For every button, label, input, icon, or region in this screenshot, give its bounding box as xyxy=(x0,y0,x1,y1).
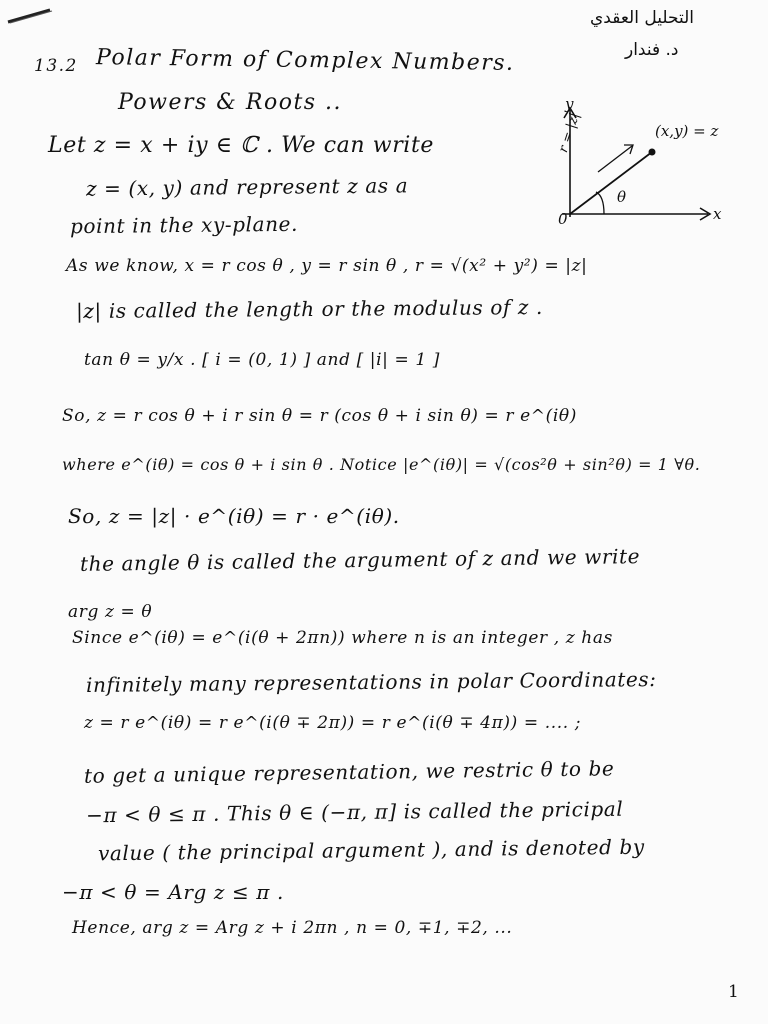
text-line: infinitely many representations in polar Coordinates: xyxy=(85,667,657,697)
text-line: −π < θ ≤ π . This θ ∈ (−π, π] is called the pricipal xyxy=(85,796,624,828)
diagram-radius-label: r = |z| xyxy=(556,111,583,155)
text-line: where e^(iθ) = cos θ + i sin θ . Notice |e^(iθ)| = √(cos²θ + sin²θ) = 1 ∀θ. xyxy=(62,455,701,474)
text-line: Let z = x + iy ∈ ℂ . We can write xyxy=(48,133,435,158)
text-line: So, z = |z| · e^(iθ) = r · e^(iθ). xyxy=(68,504,400,528)
arabic-instructor: د. فندار xyxy=(625,40,679,60)
page-title: Polar Form of Complex Numbers. xyxy=(95,45,515,76)
arabic-course-title: التحليل العقدي xyxy=(590,8,694,28)
pen-mark-icon xyxy=(6,6,56,26)
diagram-origin-label: 0 xyxy=(558,210,568,228)
diagram-x-axis-label: x xyxy=(713,205,722,223)
text-line: arg z = θ xyxy=(68,602,153,622)
text-line: z = r e^(iθ) = r e^(i(θ ∓ 2π)) = r e^(i(θ ∓ 4π)) = .... ; xyxy=(84,713,582,733)
text-line: |z| is called the length or the modulus of z . xyxy=(75,294,544,324)
diagram-y-axis-label: y xyxy=(565,95,574,113)
text-line: As we know, x = r cos θ , y = r sin θ , r = √(x² + y²) = |z| xyxy=(66,256,588,276)
page-number: 1 xyxy=(728,982,740,1002)
text-line: point in the xy-plane. xyxy=(69,211,299,239)
diagram-angle-label: θ xyxy=(617,188,627,206)
section-number: 13.2 xyxy=(34,56,78,76)
diagram-point-label: (x,y) = z xyxy=(655,122,719,140)
text-line: So, z = r cos θ + i r sin θ = r (cos θ + i sin θ) = r e^(iθ) xyxy=(62,406,577,426)
text-line: the angle θ is called the argument of z and we write xyxy=(79,544,641,576)
text-line: to get a unique representation, we restric θ to be xyxy=(83,756,615,788)
page-subtitle: Powers & Roots .. xyxy=(118,90,343,115)
text-line: tan θ = y/x . [ i = (0, 1) ] and [ |i| = 1 ] xyxy=(84,350,441,370)
text-line: Hence, arg z = Arg z + i 2πn , n = 0, ∓1, ∓2, ... xyxy=(72,918,513,938)
text-line: Since e^(iθ) = e^(i(θ + 2πn)) where n is an integer , z has xyxy=(72,628,613,648)
text-line: −π < θ = Arg z ≤ π . xyxy=(62,880,284,904)
text-line: z = (x, y) and represent z as a xyxy=(85,173,409,201)
text-line: value ( the principal argument ), and is denoted by xyxy=(97,834,645,866)
